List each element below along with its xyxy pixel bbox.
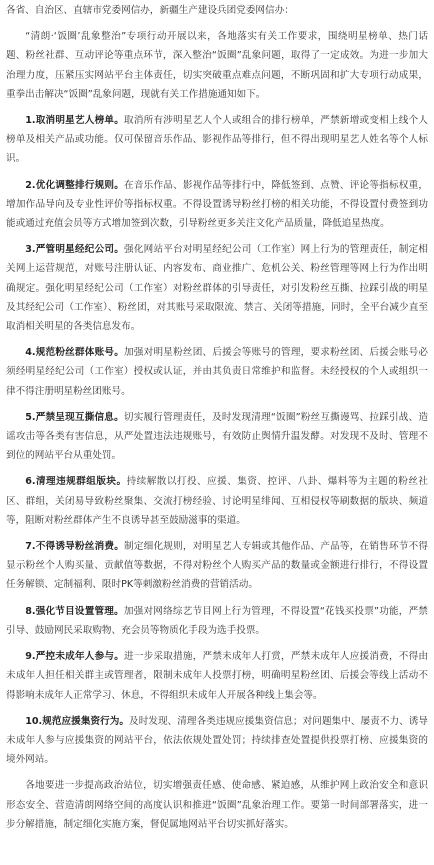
measure-body: 制定细化规则，对明星艺人专辑或其他作品、产品等，在销售环节不得显示粉丝个人购买量、贡献值等数据，不得对粉丝个人购买产品的数量或金额进行排行，不得设置任务解锁、定制福利、限时PK等刺激粉丝消费的营销活动。 bbox=[6, 541, 429, 591]
measure-item bbox=[6, 343, 428, 401]
measure-body: 取消所有涉明星艺人个人或组合的排行榜单，严禁新增或变相上线个人榜单及相关产品或功能。仅可保留音乐作品、影视作品等排行，但不得出现明星艺人姓名等个人标识。 bbox=[6, 115, 429, 165]
measure-heading: 7.不得诱导粉丝消费。 bbox=[25, 541, 125, 553]
measure-body: 及时发现、清理各类违规应援集资信息；对问题集中、屡责不力、诱导未成年人参与应援集资的网站平台，依法依规处置处罚；持续排查处置提供投票打榜、应援集资的境外网站。 bbox=[6, 715, 428, 766]
measure-body: 在音乐作品、影视作品等排行中，降低签到、点赞、评论等指标权重，增加作品导向及专业性评价等指标权重。不得设置诱导粉丝打榜的相关功能，不得设置付费签到功能或通过充值会员等方式增加签到次数，引导粉丝更多关注文化产品质量，降低追星热度。 bbox=[6, 179, 429, 230]
measure-item bbox=[6, 712, 428, 770]
measure-heading: 3.严管明星经纪公司。 bbox=[25, 244, 125, 256]
measure-body: 持续解散以打投、应援、集资、控评、八卦、爆料等为主题的粉丝社区、群组，关闭易导致粉丝聚集、交流打榜经验、讨论明星绯闻、互相侵权等刷数据的版块、频道等，阻断对粉丝群体产生不良诱导甚至鼓励滋事的渠道。 bbox=[6, 476, 429, 526]
measure-heading: 4.规范粉丝群体账号。 bbox=[25, 347, 125, 359]
measure-item bbox=[6, 647, 428, 705]
opening-salutation: 各省、自治区、直辖市党委网信办，新疆生产建设兵团党委网信办： bbox=[6, 5, 294, 16]
measure-item bbox=[6, 240, 428, 336]
measure-heading: 8.强化节目设置管理。 bbox=[25, 605, 124, 617]
measure-item bbox=[6, 176, 428, 234]
measure-item bbox=[6, 472, 428, 530]
measure-heading: 2.优化调整排行规则。 bbox=[25, 179, 125, 191]
measure-item bbox=[6, 537, 428, 595]
measure-heading: 5.严禁呈现互撕信息。 bbox=[25, 411, 124, 423]
measure-heading: 10.规范应援集资行为。 bbox=[25, 715, 130, 727]
closing-paragraph: 各地要进一步提高政治站位，切实增强责任感、使命感、紧迫感，从维护网上政治安全和意识形态安全、营造清朗网络空间的高度认识和推进“饭圈”乱象治理工作。要第一时间部署落实，进一步分解措施，制定细化实施方案，督促属地网站平台切实抓好落实。 bbox=[6, 780, 428, 830]
measure-item bbox=[6, 602, 428, 640]
measure-item bbox=[6, 408, 428, 466]
measure-item bbox=[6, 111, 428, 169]
measure-body: 进一步采取措施，严禁未成年人打赏，严禁未成年人应援消费，不得由未成年人担任相关群主或管理者，限制未成年人投票打榜，明确明星粉丝团、后援会等线上活动不得影响未成年人正常学习、休息，不得组织未成年人开展各种线上集会等。 bbox=[6, 651, 429, 701]
measure-heading: 1.取消明星艺人榜单。 bbox=[25, 115, 125, 127]
measure-body: 强化网站平台对明星经纪公司（工作室）网上行为的管理责任，制定相关网上运营规范，对账号注册认证、内容发布、商业推广、危机公关、粉丝管理等网上行为作出明确规定。强化明星经纪公司（工作室）对粉丝群体的引导责任，对引发粉丝互撕、拉踩引战的明星及其经纪公司（工作室）、粉丝团，对其账号采取限流、禁言、关闭等措施，同时，全平台减少直至取消相关明星的各类信息发布。 bbox=[6, 244, 429, 333]
measure-heading: 9.严控未成年人参与。 bbox=[25, 651, 125, 663]
intro-paragraph: “清朗·‘饭圈’乱象整治”专项行动开展以来，各地落实有关工作要求，围绕明星榜单、热门话题、粉丝社群、互动评论等重点环节，深入整治“饭圈”乱象问题，取得了一定成效。为进一步加大治理力度，压紧压实网站平台主体责任，切实突破重点难点问题，不断巩固和扩大专项行动成果，重拳出击解决“饭圈”乱象问题，现就有关工作措施通知如下。 bbox=[6, 31, 428, 100]
measure-body: 切实履行管理责任，及时发现清理“饭圈”粉丝互撕谩骂、拉踩引战、造谣攻击等各类有害信息，从严处置违法违规账号，有效防止舆情升温发酵。对发现不及时、管理不到位的网站平台从重处罚。 bbox=[6, 411, 428, 462]
measure-body: 加强对明星粉丝团、后援会等账号的管理，要求粉丝团、后援会账号必须经明星经纪公司（工作室）授权或认证，并由其负责日常维护和监督。未经授权的个人或组织一律不得注册明星粉丝团账号。 bbox=[6, 347, 429, 397]
measure-heading: 6.清理违规群组版块。 bbox=[25, 476, 127, 488]
measure-body: 加强对网络综艺节目网上行为管理，不得设置“花钱买投票”功能，严禁引导、鼓励网民采取购物、充会员等物质化手段为选手投票。 bbox=[6, 605, 428, 636]
